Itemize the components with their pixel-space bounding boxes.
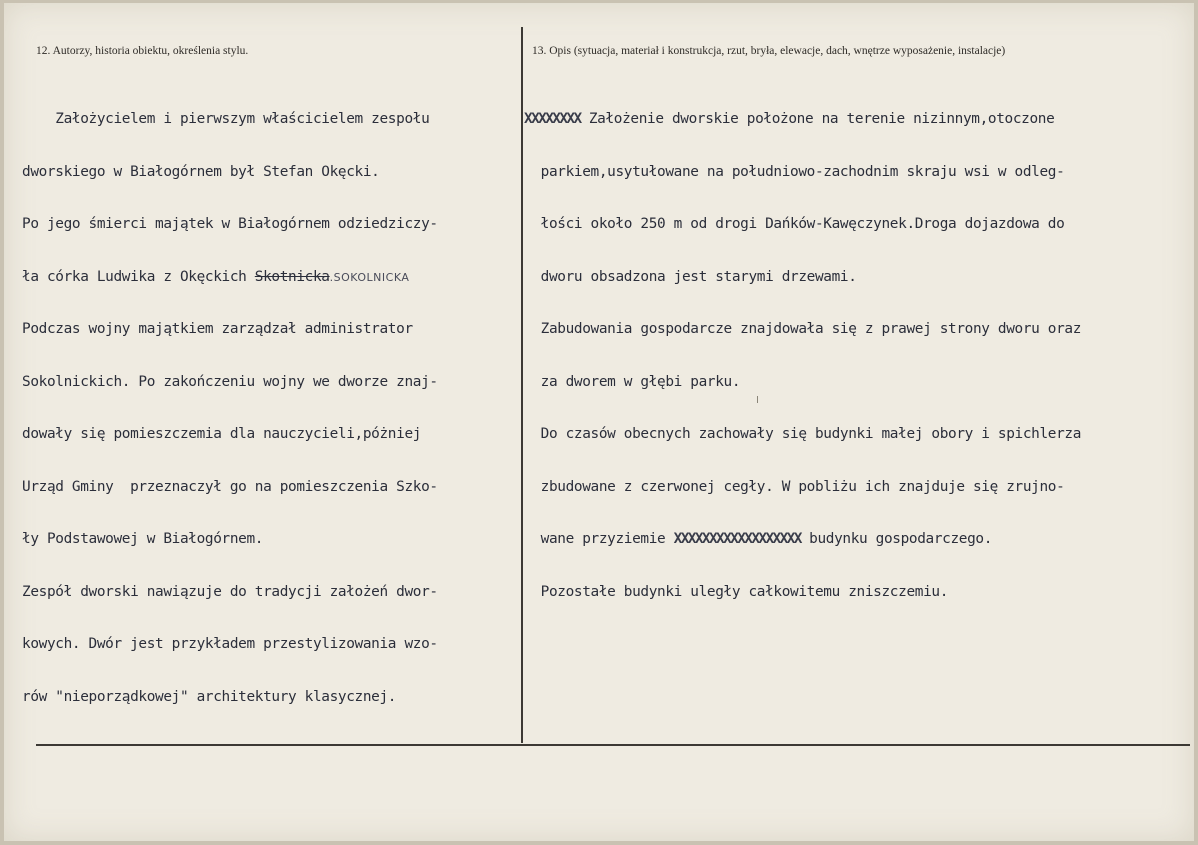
record-card bbox=[4, 3, 1194, 841]
struck-name: Skotnicka bbox=[254, 268, 330, 285]
text-line: Po jego śmierci majątek w Białogórnem odziedziczy- bbox=[22, 216, 438, 232]
text-fragment: ła córka Ludwika z Okęckich bbox=[22, 268, 255, 285]
text-line: kowych. Dwór jest przykładem przestylizowania wzo- bbox=[22, 636, 438, 652]
text-line: Sokolnickich. Po zakończeniu wojny we dworze znaj- bbox=[22, 373, 438, 390]
text-line: Podczas wojny majątkiem zarządzał administrator bbox=[22, 321, 413, 337]
text-line: parkiem,usytułowane na południowo-zachodnim skraju wsi w odleg- bbox=[524, 163, 1065, 180]
text-fragment: Założenie dworskie położone na terenie nizinnym,otoczone bbox=[580, 111, 1055, 127]
text-line-with-correction bbox=[22, 269, 438, 287]
text-line: Założycielem i pierwszym właścicielem zespołu bbox=[22, 111, 430, 127]
text-line: Zabudowania gospodarcze znajdowała się z prawej strony dworu oraz bbox=[524, 321, 1082, 337]
text-line: ły Podstawowej w Białogórnem. bbox=[22, 531, 264, 547]
text-fragment: budynku gospodarczego. bbox=[800, 531, 993, 547]
text-line: rów "nieporządkowej" architektury klasycznej. bbox=[22, 688, 397, 705]
typed-over-x-marks: XXXXXXXX bbox=[524, 111, 581, 127]
text-line bbox=[524, 111, 1081, 129]
text-line: za dworem w głębi parku. bbox=[524, 373, 741, 390]
text-line: zbudowane z czerwonej cegły. W pobliżu ich znajduje się zrujno- bbox=[524, 478, 1065, 495]
section-13-header: 13. Opis (sytuacja, materiał i konstrukcja, rzut, bryła, elewacje, dach, wnętrze wyposażenie, instalacje) bbox=[532, 45, 1006, 57]
text-line: Zespół dworski nawiązuje do tradycji założeń dwor- bbox=[22, 583, 438, 600]
text-line: dworu obsadzona jest starymi drzewami. bbox=[524, 268, 857, 285]
section-12-header: 12. Autorzy, historia obiektu, określenia stylu. bbox=[36, 45, 249, 57]
handwritten-correction: .SOKOLNICKA bbox=[329, 270, 410, 284]
column-divider bbox=[521, 27, 523, 743]
text-line: łości około 250 m od drogi Dańków-Kawęczynek.Droga dojazdowa do bbox=[524, 216, 1065, 232]
text-line: Urząd Gminy przeznaczył go na pomieszczenia Szko- bbox=[22, 478, 438, 495]
bottom-rule bbox=[36, 744, 1190, 746]
text-line bbox=[524, 531, 1081, 549]
text-line: dworskiego w Białogórnem był Stefan Okęcki. bbox=[22, 163, 380, 180]
section-12-typed-text bbox=[22, 76, 438, 741]
ink-speck bbox=[757, 396, 758, 403]
text-line: dowały się pomieszczemia dla nauczycieli,póżniej bbox=[22, 426, 422, 442]
text-line: Do czasów obecnych zachowały się budynki małej obory i spichlerza bbox=[524, 426, 1082, 442]
text-fragment: wane przyziemie bbox=[524, 531, 674, 547]
text-line: Pozostałe budynki uległy całkowitemu zniszczemiu. bbox=[524, 583, 949, 600]
section-13-typed-text bbox=[524, 76, 1081, 636]
typed-over-x-marks: XXXXXXXXXXXXXXXXXX bbox=[673, 531, 801, 547]
